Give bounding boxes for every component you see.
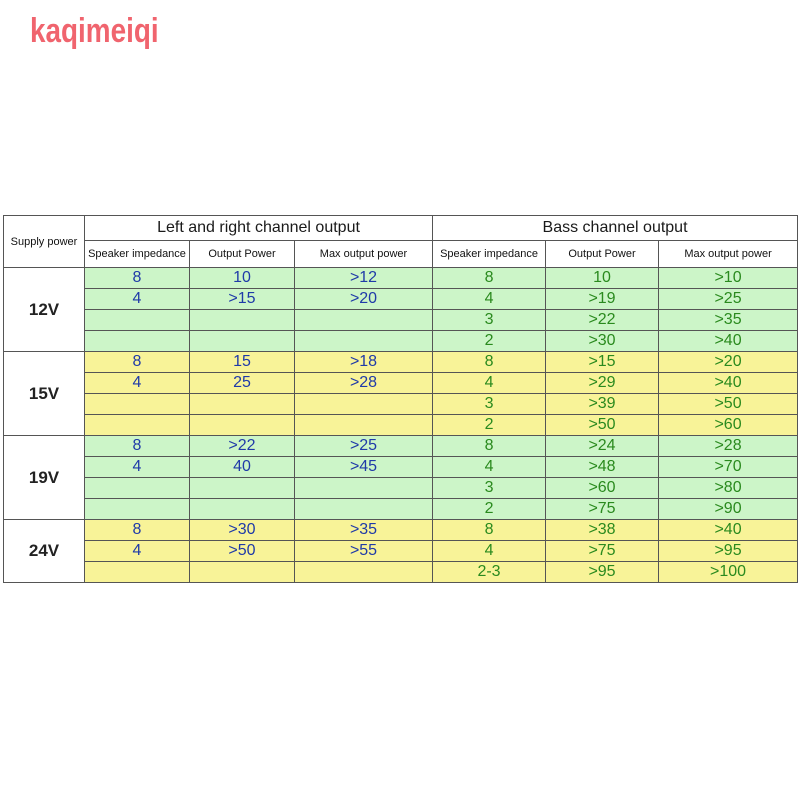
- lr-output-power-cell: >22: [190, 436, 295, 457]
- table-row: [4, 457, 798, 478]
- bass-speaker-impedance-cell: 4: [433, 373, 546, 394]
- lr-output-power-cell: >15: [190, 289, 295, 310]
- table-row: [4, 499, 798, 520]
- lr-output-power-cell: 10: [190, 268, 295, 289]
- bass-output-power-cell: >48: [546, 457, 659, 478]
- bass-speaker-impedance-cell: 2: [433, 415, 546, 436]
- lr-speaker-impedance-cell: 8: [85, 352, 190, 373]
- bass-max-output-power-cell: >70: [659, 457, 798, 478]
- bass-channel-header: Bass channel output: [433, 216, 798, 241]
- lr-max-output-power-cell: [295, 562, 433, 583]
- bass-speaker-impedance-cell: 2: [433, 331, 546, 352]
- table-row: [4, 310, 798, 331]
- table-row: [4, 331, 798, 352]
- bass-output-power-cell: >75: [546, 499, 659, 520]
- lr-speaker-impedance-cell: [85, 415, 190, 436]
- lr-max-output-power-cell: [295, 331, 433, 352]
- bass-output-power-cell: >19: [546, 289, 659, 310]
- table-row: [4, 541, 798, 562]
- lr-output-power-cell: 15: [190, 352, 295, 373]
- lr-output-power-cell: [190, 331, 295, 352]
- bass-max-output-power-cell: >10: [659, 268, 798, 289]
- supply-voltage-cell: 19V: [4, 436, 85, 520]
- bass-max-output-power-cell: >40: [659, 331, 798, 352]
- bass-output-power-cell: >22: [546, 310, 659, 331]
- bass-max-output-power-cell: >40: [659, 373, 798, 394]
- bass-speaker-impedance-cell: 8: [433, 268, 546, 289]
- lr-output-power-cell: 40: [190, 457, 295, 478]
- lr-max-output-power-cell: >55: [295, 541, 433, 562]
- lr-speaker-impedance-cell: [85, 499, 190, 520]
- table-row: [4, 289, 798, 310]
- supply-voltage-cell: 24V: [4, 520, 85, 583]
- bass-max-output-power-cell: >25: [659, 289, 798, 310]
- lr-speaker-impedance-cell: [85, 562, 190, 583]
- lr-max-output-power-cell: >18: [295, 352, 433, 373]
- bass-max-output-power-cell: >35: [659, 310, 798, 331]
- bass-output-power-cell: >38: [546, 520, 659, 541]
- table-row: [4, 520, 798, 541]
- lr-max-output-power-cell: [295, 310, 433, 331]
- bass-output-power-header: Output Power: [546, 241, 659, 268]
- amplifier-power-table: [3, 215, 798, 583]
- lr-max-output-power-cell: [295, 499, 433, 520]
- lr-speaker-impedance-cell: 4: [85, 373, 190, 394]
- lr-output-power-cell: [190, 499, 295, 520]
- table-row: [4, 394, 798, 415]
- lr-max-output-power-header: Max output power: [295, 241, 433, 268]
- bass-output-power-cell: >29: [546, 373, 659, 394]
- bass-max-output-power-header: Max output power: [659, 241, 798, 268]
- lr-max-output-power-cell: >12: [295, 268, 433, 289]
- table-row: [4, 352, 798, 373]
- bass-max-output-power-cell: >50: [659, 394, 798, 415]
- brand-logo-text: kaqimeiqi: [30, 12, 159, 50]
- bass-speaker-impedance-cell: 4: [433, 289, 546, 310]
- lr-output-power-cell: [190, 394, 295, 415]
- bass-speaker-impedance-cell: 8: [433, 436, 546, 457]
- lr-max-output-power-cell: >35: [295, 520, 433, 541]
- bass-max-output-power-cell: >95: [659, 541, 798, 562]
- bass-speaker-impedance-cell: 8: [433, 352, 546, 373]
- bass-output-power-cell: >15: [546, 352, 659, 373]
- bass-output-power-cell: >75: [546, 541, 659, 562]
- bass-output-power-cell: >60: [546, 478, 659, 499]
- lr-speaker-impedance-cell: 4: [85, 541, 190, 562]
- bass-speaker-impedance-cell: 2-3: [433, 562, 546, 583]
- lr-speaker-impedance-cell: 8: [85, 268, 190, 289]
- left-right-channel-header: Left and right channel output: [85, 216, 433, 241]
- bass-output-power-cell: >50: [546, 415, 659, 436]
- lr-output-power-cell: [190, 562, 295, 583]
- bass-max-output-power-cell: >90: [659, 499, 798, 520]
- bass-speaker-impedance-cell: 3: [433, 394, 546, 415]
- bass-speaker-impedance-cell: 4: [433, 457, 546, 478]
- lr-output-power-cell: >30: [190, 520, 295, 541]
- lr-max-output-power-cell: >45: [295, 457, 433, 478]
- lr-speaker-impedance-cell: 8: [85, 520, 190, 541]
- lr-max-output-power-cell: >25: [295, 436, 433, 457]
- bass-output-power-cell: >24: [546, 436, 659, 457]
- lr-output-power-header: Output Power: [190, 241, 295, 268]
- bass-max-output-power-cell: >100: [659, 562, 798, 583]
- group-header-row: [4, 216, 798, 241]
- lr-output-power-cell: 25: [190, 373, 295, 394]
- lr-output-power-cell: [190, 415, 295, 436]
- lr-speaker-impedance-cell: [85, 331, 190, 352]
- table-body: [4, 216, 798, 583]
- table-row: [4, 478, 798, 499]
- lr-speaker-impedance-cell: [85, 310, 190, 331]
- table-row: [4, 562, 798, 583]
- bass-speaker-impedance-header: Speaker impedance: [433, 241, 546, 268]
- lr-speaker-impedance-cell: 8: [85, 436, 190, 457]
- table-row: [4, 373, 798, 394]
- bass-speaker-impedance-cell: 8: [433, 520, 546, 541]
- lr-speaker-impedance-cell: [85, 394, 190, 415]
- bass-output-power-cell: >30: [546, 331, 659, 352]
- bass-output-power-cell: >39: [546, 394, 659, 415]
- lr-output-power-cell: [190, 310, 295, 331]
- lr-speaker-impedance-cell: [85, 478, 190, 499]
- bass-output-power-cell: >95: [546, 562, 659, 583]
- sub-header-row: [4, 241, 798, 268]
- bass-max-output-power-cell: >60: [659, 415, 798, 436]
- lr-max-output-power-cell: >28: [295, 373, 433, 394]
- bass-speaker-impedance-cell: 3: [433, 478, 546, 499]
- bass-speaker-impedance-cell: 2: [433, 499, 546, 520]
- supply-power-header: Supply power: [4, 216, 85, 268]
- bass-output-power-cell: 10: [546, 268, 659, 289]
- lr-speaker-impedance-header: Speaker impedance: [85, 241, 190, 268]
- lr-output-power-cell: >50: [190, 541, 295, 562]
- bass-max-output-power-cell: >80: [659, 478, 798, 499]
- lr-max-output-power-cell: [295, 394, 433, 415]
- lr-speaker-impedance-cell: 4: [85, 289, 190, 310]
- table-row: [4, 415, 798, 436]
- bass-max-output-power-cell: >28: [659, 436, 798, 457]
- bass-speaker-impedance-cell: 3: [433, 310, 546, 331]
- bass-max-output-power-cell: >20: [659, 352, 798, 373]
- supply-voltage-cell: 12V: [4, 268, 85, 352]
- lr-max-output-power-cell: >20: [295, 289, 433, 310]
- bass-max-output-power-cell: >40: [659, 520, 798, 541]
- table-row: [4, 436, 798, 457]
- supply-voltage-cell: 15V: [4, 352, 85, 436]
- lr-speaker-impedance-cell: 4: [85, 457, 190, 478]
- table-row: [4, 268, 798, 289]
- bass-speaker-impedance-cell: 4: [433, 541, 546, 562]
- lr-max-output-power-cell: [295, 478, 433, 499]
- lr-output-power-cell: [190, 478, 295, 499]
- lr-max-output-power-cell: [295, 415, 433, 436]
